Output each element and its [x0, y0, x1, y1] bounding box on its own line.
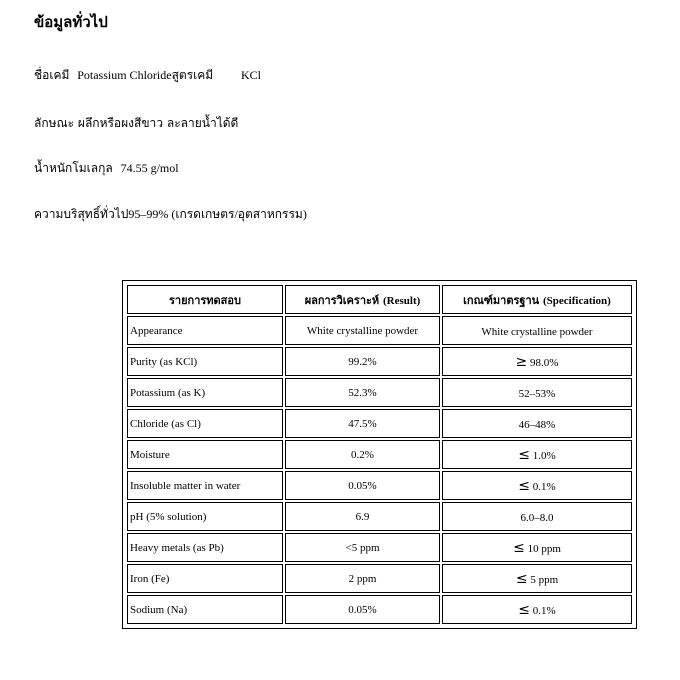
table-row [127, 440, 632, 469]
row-item: Iron (Fe) [127, 564, 283, 593]
formula-value: KCl [241, 68, 262, 82]
header-spec-en: (Specification) [543, 294, 611, 307]
row-result: 0.05% [285, 471, 440, 500]
row-spec [442, 595, 632, 624]
row-item: Appearance [127, 316, 283, 345]
formula-label: สูตรเคมี [171, 68, 214, 82]
spec-value: 1.0% [532, 449, 556, 462]
row-result: <5 ppm [285, 533, 440, 562]
spec-symbol: ≤ [515, 570, 528, 587]
spec-value: 46–48% [518, 418, 556, 431]
header-result-thai: ผลการวิเคราะห์ [304, 293, 380, 307]
spec-value: 52–53% [518, 387, 556, 400]
table-header-row [127, 285, 632, 314]
row-result: 47.5% [285, 409, 440, 438]
spec-symbol: ≤ [513, 539, 525, 556]
purity-value: 95–99% (เกรดเกษตร/อุตสาหกรรม) [128, 207, 307, 221]
row-result: 0.05% [285, 595, 440, 624]
row-item: pH (5% solution) [127, 502, 283, 531]
row-spec [442, 564, 632, 593]
row-result: 2 ppm [285, 564, 440, 593]
row-spec [442, 533, 632, 562]
row-spec [442, 440, 632, 469]
table-row [127, 378, 632, 407]
chemical-name-line [34, 66, 261, 85]
row-result: White crystalline powder [285, 316, 440, 345]
row-result: 0.2% [285, 440, 440, 469]
molecular-weight-line [34, 159, 179, 178]
header-spec-thai: เกณฑ์มาตรฐาน [463, 293, 540, 307]
purity-line [34, 205, 307, 224]
row-spec [442, 316, 632, 345]
table-row [127, 316, 632, 345]
spec-value: White crystalline powder [481, 325, 593, 338]
molecular-weight-value: 74.55 g/mol [120, 161, 179, 175]
table-row [127, 595, 632, 624]
row-item: Moisture [127, 440, 283, 469]
spec-value: 5 ppm [530, 573, 559, 586]
molecular-weight-label: น้ำหนักโมเลกุล [34, 161, 113, 175]
chemical-name-label: ชื่อเคมี [34, 68, 70, 82]
appearance-line: ลักษณะ ผลึกหรือผงสีขาว ละลายน้ำได้ดี [34, 116, 239, 130]
row-item: Potassium (as K) [127, 378, 283, 407]
row-spec [442, 409, 632, 438]
spec-value: 6.0–8.0 [520, 511, 554, 524]
spec-symbol: ≥ [515, 353, 528, 370]
spec-symbol: ≤ [518, 446, 531, 463]
chemical-name-value: Potassium Chloride [77, 68, 172, 82]
header-test-item: รายการทดสอบ [127, 285, 283, 314]
row-result: 99.2% [285, 347, 440, 376]
table-row [127, 409, 632, 438]
table-row [127, 564, 632, 593]
row-spec [442, 471, 632, 500]
header-specification [442, 285, 632, 314]
row-spec [442, 347, 632, 376]
specification-table-frame [122, 280, 637, 629]
specification-table [125, 283, 634, 626]
row-spec [442, 378, 632, 407]
section-heading: ข้อมูลทั่วไป [34, 13, 108, 31]
row-item: Purity (as KCl) [127, 347, 283, 376]
purity-label: ความบริสุทธิ์ทั่วไป [34, 207, 129, 221]
row-item: Sodium (Na) [127, 595, 283, 624]
spec-value: 0.1% [532, 604, 556, 617]
header-result [285, 285, 440, 314]
spec-value: 10 ppm [527, 542, 561, 555]
table-row [127, 502, 632, 531]
row-item: Insoluble matter in water [127, 471, 283, 500]
row-result: 6.9 [285, 502, 440, 531]
row-item: Chloride (as Cl) [127, 409, 283, 438]
spec-symbol: ≤ [518, 477, 531, 494]
spec-value: 98.0% [530, 356, 559, 369]
row-result: 52.3% [285, 378, 440, 407]
table-row [127, 347, 632, 376]
table-row [127, 533, 632, 562]
row-spec [442, 502, 632, 531]
table-row [127, 471, 632, 500]
spec-symbol: ≤ [518, 601, 531, 618]
spec-value: 0.1% [532, 480, 556, 493]
header-result-en: (Result) [383, 294, 421, 307]
row-item: Heavy metals (as Pb) [127, 533, 283, 562]
